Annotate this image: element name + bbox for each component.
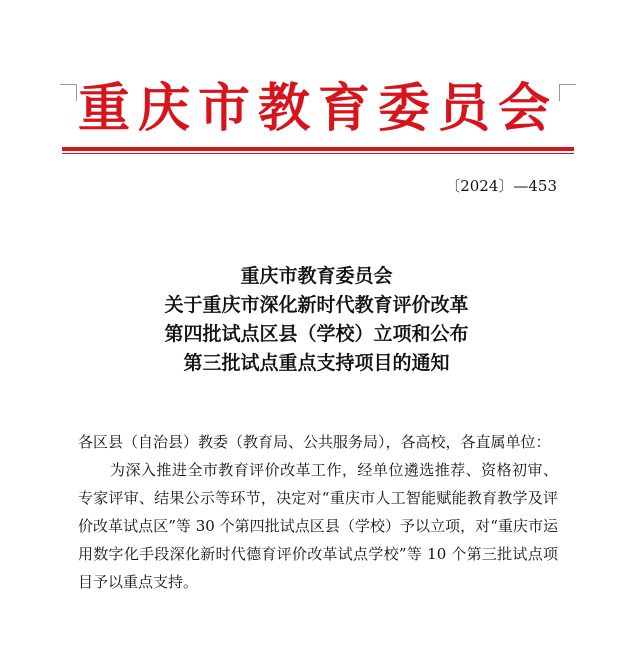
notice-title-line: 第三批试点重点支持项目的通知 bbox=[183, 352, 450, 374]
notice-title-line: 关于重庆市深化新时代教育评价改革 bbox=[164, 294, 469, 316]
letterhead-rule-thin bbox=[62, 153, 574, 154]
notice-title-line: 重庆市教育委员会 bbox=[240, 265, 393, 287]
letterhead-title: 重庆市教育委员会 bbox=[77, 78, 558, 139]
notice-title bbox=[40, 262, 593, 378]
letterhead-rule-thick bbox=[62, 147, 574, 151]
document-number: 〔2024〕—453 bbox=[445, 177, 557, 195]
body-paragraph: 为深入推进全市教育评价改革工作，经单位遴选推荐、资格初审、专家评审、结果公示等环节，决定对“重庆市人工智能赋能教育教学及评价改革试点区”等 30 个第四批试点区县（学校）予以立项，对“重庆市运用数字化手段深化新时代德育评价改革试点学校”等 10 个第三批试点项目予以重点支持。 bbox=[78, 461, 558, 591]
notice-title-line: 第四批试点区县（学校）立项和公布 bbox=[164, 323, 469, 345]
recipients-paragraph: 各区县（自治县）教委（教育局、公共服务局），各高校，各直属单位： bbox=[78, 433, 551, 451]
document-body bbox=[78, 428, 558, 596]
